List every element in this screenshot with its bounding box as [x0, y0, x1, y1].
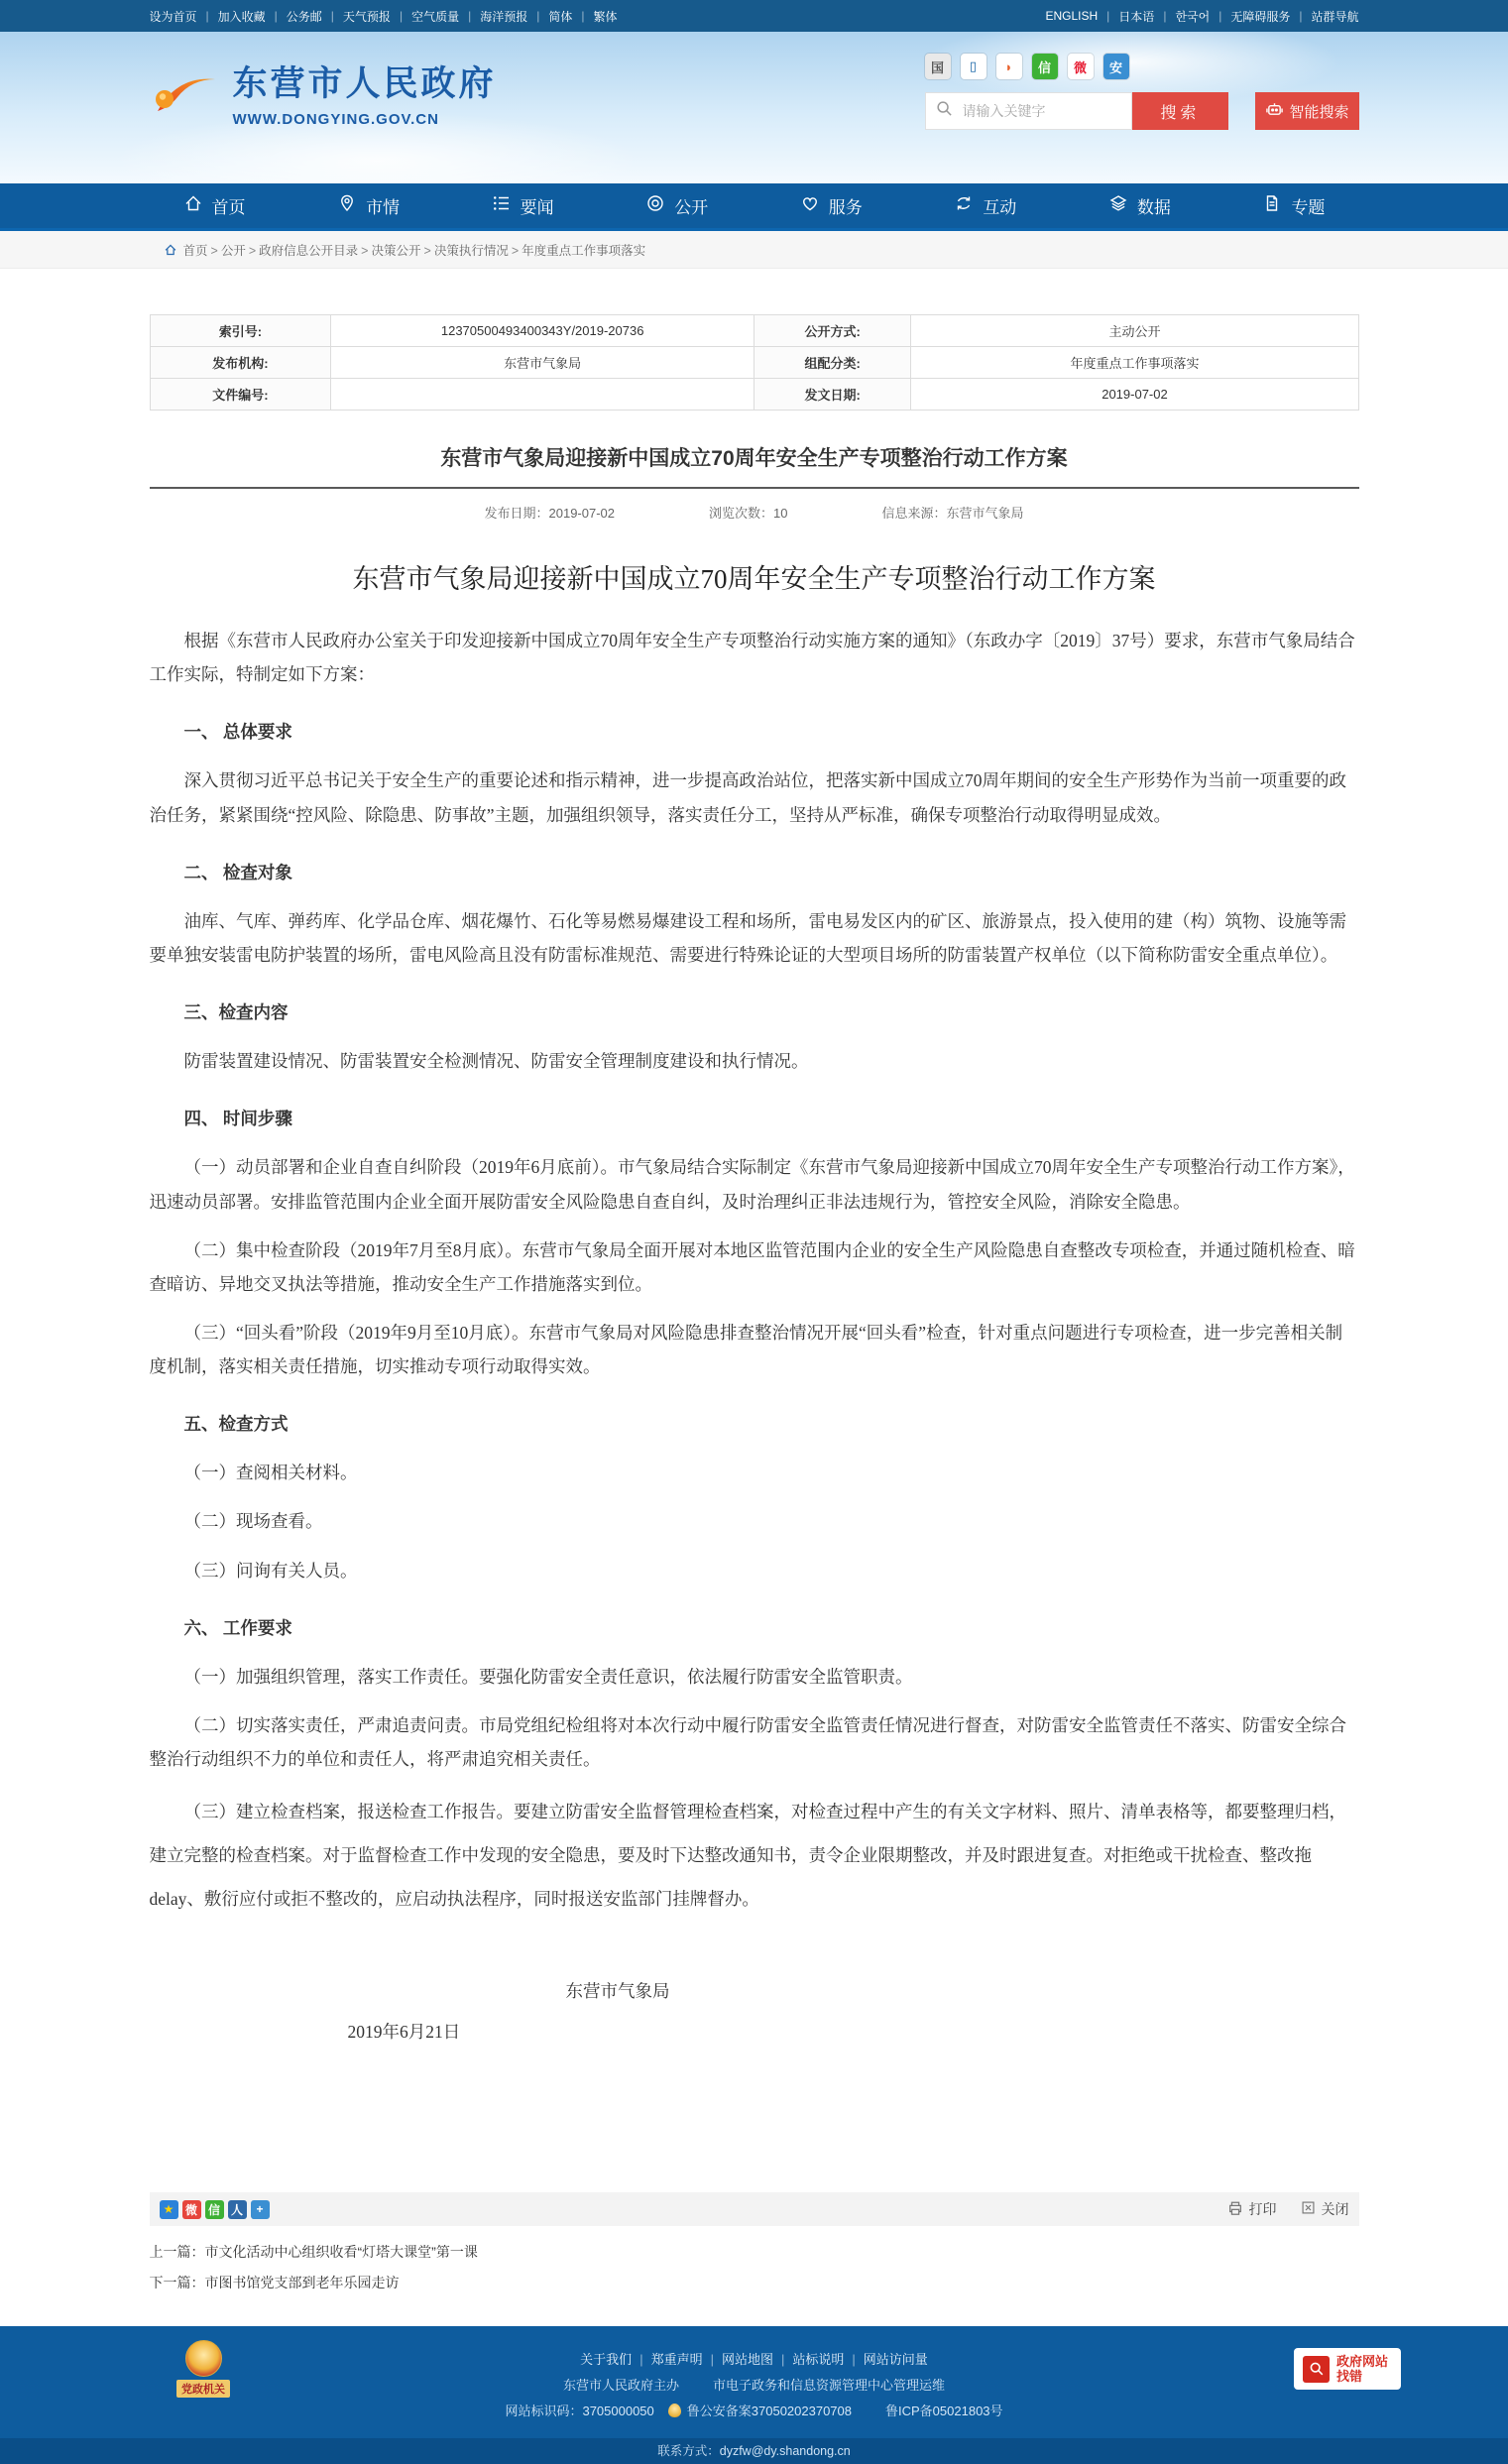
section-heading: 二、 检查对象 — [183, 862, 292, 882]
nav-item-公开[interactable] — [645, 193, 708, 218]
footer-link[interactable]: 网站地图 — [721, 2352, 773, 2368]
breadcrumb — [150, 231, 1359, 269]
footer-link-separator: | — [852, 2352, 856, 2368]
topbar-link[interactable]: 无障碍服务 — [1230, 9, 1291, 24]
topbar-separator: | — [399, 9, 404, 23]
find-error-icon — [1303, 2356, 1330, 2383]
home-icon — [164, 243, 177, 257]
more-share-icon[interactable]: + — [251, 2200, 270, 2219]
doc-info-label: 发布机构: — [150, 347, 331, 379]
topbar-right-links — [1045, 8, 1358, 25]
doc-info-value: 东营市气象局 — [331, 347, 754, 379]
doc-info-body — [150, 315, 1358, 411]
topbar-link[interactable]: 站群导航 — [1311, 9, 1359, 24]
article-paragraph: （二）集中检查阶段（2019年7月至8月底）。东营市气象局全面开展对本地区监管范围内企业的安全生产风险隐患自查整改专项检查，并通过随机检查、暗查暗访、异地交叉执法等措施，推动安全生产工作措施落实到位。 — [149, 1239, 1355, 1294]
nav-item-label: 数据 — [1136, 198, 1171, 217]
nav-item-首页[interactable] — [183, 193, 246, 218]
article-body — [150, 624, 1359, 1921]
site-url: WWW.DONGYING.GOV.CN — [232, 110, 439, 128]
topbar-link[interactable]: 加入收藏 — [217, 9, 266, 24]
nav-item-数据[interactable] — [1108, 193, 1171, 218]
topbar-separator: | — [581, 9, 585, 23]
doc-info-value: 主动公开 — [911, 315, 1358, 347]
section-heading: 一、 总体要求 — [183, 722, 292, 743]
list-icon — [492, 193, 512, 218]
breadcrumb-item[interactable]: 决策执行情况 — [433, 244, 509, 258]
site-logo-icon — [150, 65, 223, 130]
article-paragraph: 防雷装置建设情况、防雷装置安全检测情况、防雷安全管理制度建设和执行情况。 — [183, 1051, 809, 1072]
find-error-line1: 政府网站 — [1336, 2353, 1389, 2369]
search-icon — [936, 100, 961, 122]
breadcrumb-item[interactable]: 首页 — [182, 244, 208, 258]
topbar-link[interactable]: 公务邮 — [286, 9, 322, 24]
footer-link-separator: | — [710, 2352, 714, 2368]
doc-info-label: 组配分类: — [754, 347, 910, 379]
printer-icon — [1227, 2200, 1243, 2219]
close-button[interactable] — [1301, 2199, 1349, 2219]
topbar-separator: | — [468, 9, 472, 23]
app-icon-row — [925, 54, 1359, 79]
article-paragraph: （三）问询有关人员。 — [183, 1560, 358, 1581]
nav-item-label: 服务 — [828, 198, 863, 217]
article-paragraph: （一）查阅相关材料。 — [183, 1463, 358, 1483]
site-brand — [150, 32, 497, 183]
topbar-link[interactable]: 海洋预报 — [480, 9, 528, 24]
footer-link-separator: | — [781, 2352, 785, 2368]
print-button[interactable] — [1227, 2199, 1277, 2219]
topbar-link[interactable]: 空气质量 — [411, 9, 460, 24]
footer-link[interactable]: 站标说明 — [792, 2352, 845, 2368]
doc-info-value: 2019-07-02 — [911, 379, 1358, 411]
section-heading: 四、 时间步骤 — [183, 1109, 292, 1129]
gov-emblem-icon — [185, 2340, 222, 2377]
breadcrumb-item[interactable]: 政府信息公开目录 — [259, 244, 359, 258]
cycle-icon — [954, 193, 974, 218]
topbar-separator: | — [536, 9, 540, 23]
doc-info-label: 公开方式: — [754, 315, 910, 347]
footer-host: 东营市人民政府主办 — [562, 2378, 679, 2394]
article-paragraph: 根据《东营市人民政府办公室关于印发迎接新中国成立70周年安全生产专项整治行动实施方案的通知》（东政办字〔2019〕37号）要求，东营市气象局结合工作实际，特制定如下方案： — [149, 631, 1355, 685]
article-date: 2019年6月21日 — [347, 2022, 461, 2043]
weibo-icon[interactable]: 微 — [1068, 54, 1094, 79]
robot-icon — [1265, 101, 1284, 122]
doc-info-label: 文件编号: — [150, 379, 331, 411]
topbar-left-links — [150, 8, 618, 25]
pin-icon — [337, 193, 357, 218]
footer-code-line — [150, 2401, 1359, 2419]
qzone-share-icon[interactable]: ★ — [160, 2200, 178, 2219]
main-content — [150, 314, 1359, 2292]
topbar-link[interactable]: 设为首页 — [149, 9, 197, 24]
heart-icon — [800, 193, 820, 218]
wechat-icon[interactable]: 信 — [1032, 54, 1058, 79]
breadcrumb-separator: > — [511, 244, 520, 258]
article-paragraph: （一）加强组织管理，落实工作责任。要强化防雷安全责任意识，依法履行防雷安全监管职责。 — [183, 1666, 913, 1687]
article-paragraph: （一）动员部署和企业自查自纠阶段（2019年6月底前）。市气象局结合实际制定《东营市气象局迎接新中国成立70周年安全生产专项整治行动工作方案》，迅速动员部署。安排监管范围内企业全面开展防雷安全风险隐患自查自纠，及时治理纠正非法违规行为，管控安全风险，消除安全隐患。 — [149, 1157, 1355, 1212]
nav-item-专题[interactable] — [1262, 193, 1325, 218]
breadcrumb-bar — [0, 231, 1508, 269]
android-app-icon[interactable]: 安 — [1103, 54, 1129, 79]
footer-link[interactable]: 网站访问量 — [863, 2352, 928, 2368]
page-title: 东营市气象局迎接新中国成立70周年安全生产专项整治行动工作方案 — [440, 447, 1068, 470]
article-paragraph: 油库、气库、弹药库、化学品仓库、烟花爆竹、石化等易燃易爆建设工程和场所，雷电易发区内的矿区、旅游景点，投入使用的建（构）筑物、设施等需要单独安装雷电防护装置的场所，雷电风险高且没有防雷标准规范、需要进行特殊论证的大型项目场所的防雷装置产权单位（以下简称防雷安全重点单位）。 — [149, 910, 1346, 965]
article-paragraph: （三）建立检查档案，报送检查工作报告。要建立防雷安全监督管理检查档案，对检查过程中产生的有关文字材料、照片、清单表格等，都要整理归档，建立完整的检查档案。对于监督检查工作中发现的安全隐患，要及时下达整改通知书，责令企业限期整改，并及时跟进复查。对拒绝或干扰检查、整改拖delay、敷衍应付或拒不整改的，应启动执法程序，同时报送安监部门挂牌督办。 — [149, 1802, 1346, 1909]
section-heading: 六、 工作要求 — [183, 1617, 292, 1638]
article-paragraph: 深入贯彻习近平总书记关于安全生产的重要论述和指示精神，进一步提高政治站位，把落实新中国成立70周年期间的安全生产形势作为当前一项重要的政治任务，紧紧围绕“控风险、除隐患、防事故”主题，加强组织领导，落实责任分工，坚持从严标准，确保专项整治行动取得明显成效。 — [149, 770, 1346, 825]
topbar-separator: | — [1299, 9, 1303, 23]
police-record[interactable]: 鲁公安备案37050202370708 — [686, 2404, 853, 2419]
info-source: 信息来源：东营市气象局 — [881, 506, 1024, 521]
weibo-share-icon[interactable]: 微 — [182, 2200, 201, 2219]
police-badge-icon — [668, 2404, 681, 2417]
nav-item-label: 公开 — [674, 198, 709, 217]
footer-link[interactable]: 郑重声明 — [650, 2352, 703, 2368]
nav-item-label: 专题 — [1291, 198, 1326, 217]
close-icon — [1301, 2200, 1316, 2218]
doc-info-label: 索引号: — [150, 315, 331, 347]
close-label: 关闭 — [1321, 2201, 1349, 2218]
search-button[interactable]: 搜索 — [1132, 92, 1227, 130]
doc-info-value — [331, 379, 754, 411]
renren-share-icon[interactable]: 人 — [228, 2200, 247, 2219]
topbar-separator: | — [274, 9, 278, 23]
breadcrumb-separator: > — [423, 244, 431, 258]
doc-info-row — [150, 315, 1358, 347]
section-heading: 五、检查方式 — [183, 1414, 289, 1435]
nav-item-label: 互动 — [983, 198, 1017, 217]
site-footer — [0, 2326, 1508, 2464]
breadcrumb-item[interactable]: 决策公开 — [371, 244, 421, 258]
topbar-link[interactable]: 한국어 — [1175, 9, 1211, 24]
find-error-line2: 找错 — [1336, 2369, 1363, 2385]
doc-icon — [1262, 193, 1282, 218]
site-code: 网站标识码：3705000050 — [505, 2404, 654, 2419]
wechat-share-icon[interactable]: 信 — [205, 2200, 224, 2219]
nav-item-label: 要闻 — [520, 198, 554, 217]
topbar-separator: | — [1218, 9, 1222, 23]
article-signature: 东营市气象局 — [565, 1981, 670, 2002]
search-box — [925, 92, 1133, 130]
article-paragraph: （二）切实落实责任，严肃追责问责。市局党组纪检组将对本次行动中履行防雷安全监管责任情况进行督查，对防雷安全监管责任不落实、防雷安全综合整治行动组织不力的单位和责任人，将严肃追究相关责任。 — [149, 1714, 1346, 1769]
doc-info-label: 发文日期: — [754, 379, 910, 411]
nav-item-互动[interactable] — [954, 193, 1016, 218]
site-error-report-badge[interactable] — [1294, 2348, 1401, 2390]
next-article-link[interactable]: 下一篇：市图书馆党支部到老年乐园走访 — [149, 2275, 400, 2291]
search-input[interactable] — [961, 102, 1122, 120]
gov-client-icon[interactable]: 国 — [925, 54, 951, 79]
topbar-link[interactable]: 天气预报 — [342, 9, 391, 24]
breadcrumb-items — [183, 241, 646, 259]
breadcrumb-item[interactable]: 公开 — [220, 244, 246, 258]
footer-contact-strip: 联系方式：dyzfw@dy.shandong.cn — [0, 2438, 1508, 2464]
share-icon-row — [160, 2200, 270, 2219]
footer-links — [150, 2349, 1359, 2368]
footer-host-line — [150, 2375, 1359, 2394]
article-paragraph: （三）“回头看”阶段（2019年9月至10月底）。东营市气象局对风险隐患排查整治情况开展“回头看”检查，针对重点问题进行专项检查，进一步完善相关制度机制，落实相关责任措施，切实推动专项行动取得实效。 — [149, 1322, 1343, 1376]
icp-record[interactable]: 鲁ICP备05021803号 — [885, 2404, 1003, 2419]
nav-items — [150, 183, 1359, 228]
mobile-version-icon[interactable]: ▯ — [961, 54, 986, 79]
breadcrumb-separator: > — [361, 244, 369, 258]
doc-info-row — [150, 347, 1358, 379]
smart-search-label: 智能搜索 — [1289, 103, 1349, 121]
nav-item-label: 首页 — [211, 198, 246, 217]
gov-badge-label: 党政机关 — [176, 2380, 230, 2398]
layers-icon — [1108, 193, 1128, 218]
site-header — [0, 32, 1508, 183]
article-toolbar — [150, 2192, 1359, 2226]
topbar-separator: | — [330, 9, 334, 23]
topbar-link[interactable]: 日本语 — [1118, 9, 1155, 24]
smart-search-button[interactable] — [1255, 92, 1359, 130]
topbar-separator: | — [1163, 9, 1167, 23]
doc-info-table — [150, 314, 1359, 411]
topbar-link[interactable]: ENGLISH — [1045, 9, 1099, 23]
topbar-separator: | — [1106, 9, 1110, 23]
topbar-separator: | — [205, 9, 209, 23]
site-name: 东营市人民政府 — [232, 64, 497, 103]
eye-icon — [645, 193, 665, 218]
section-heading: 三、检查内容 — [183, 1002, 289, 1022]
view-count: 浏览次数：10 — [709, 506, 788, 521]
doc-info-value: 年度重点工作事项落实 — [911, 347, 1358, 379]
site-logo-mini-icon[interactable]: ◗ — [996, 54, 1022, 79]
prev-article-link[interactable]: 上一篇：市文化活动中心组织收看“灯塔大课堂”第一课 — [149, 2244, 478, 2261]
article-paragraph: （二）现场查看。 — [183, 1511, 323, 1532]
article-heading: 东营市气象局迎接新中国成立70周年安全生产专项整治行动工作方案 — [352, 564, 1156, 594]
footer-maintainer: 市电子政务和信息资源管理中心管理运维 — [713, 2378, 946, 2394]
print-label: 打印 — [1248, 2201, 1277, 2218]
topbar-link[interactable]: 繁体 — [593, 9, 618, 24]
nav-item-服务[interactable] — [800, 193, 863, 218]
home-icon — [183, 193, 203, 218]
doc-info-value: 12370500493400343Y/2019-20736 — [331, 315, 754, 347]
footer-link-separator: | — [639, 2352, 643, 2368]
party-gov-badge[interactable] — [167, 2340, 240, 2398]
top-utility-bar — [0, 0, 1508, 32]
nav-item-要闻[interactable] — [492, 193, 554, 218]
breadcrumb-separator: > — [210, 244, 218, 258]
breadcrumb-item[interactable]: 年度重点工作事项落实 — [522, 244, 646, 258]
nav-item-label: 市情 — [366, 198, 401, 217]
main-nav — [0, 183, 1508, 231]
topbar-link[interactable]: 简体 — [548, 9, 573, 24]
footer-link[interactable]: 关于我们 — [580, 2352, 633, 2368]
breadcrumb-separator: > — [248, 244, 257, 258]
article-meta — [150, 489, 1359, 522]
doc-info-row — [150, 379, 1358, 411]
nav-item-市情[interactable] — [337, 193, 400, 218]
publish-date: 发布日期：2019-07-02 — [484, 506, 615, 521]
